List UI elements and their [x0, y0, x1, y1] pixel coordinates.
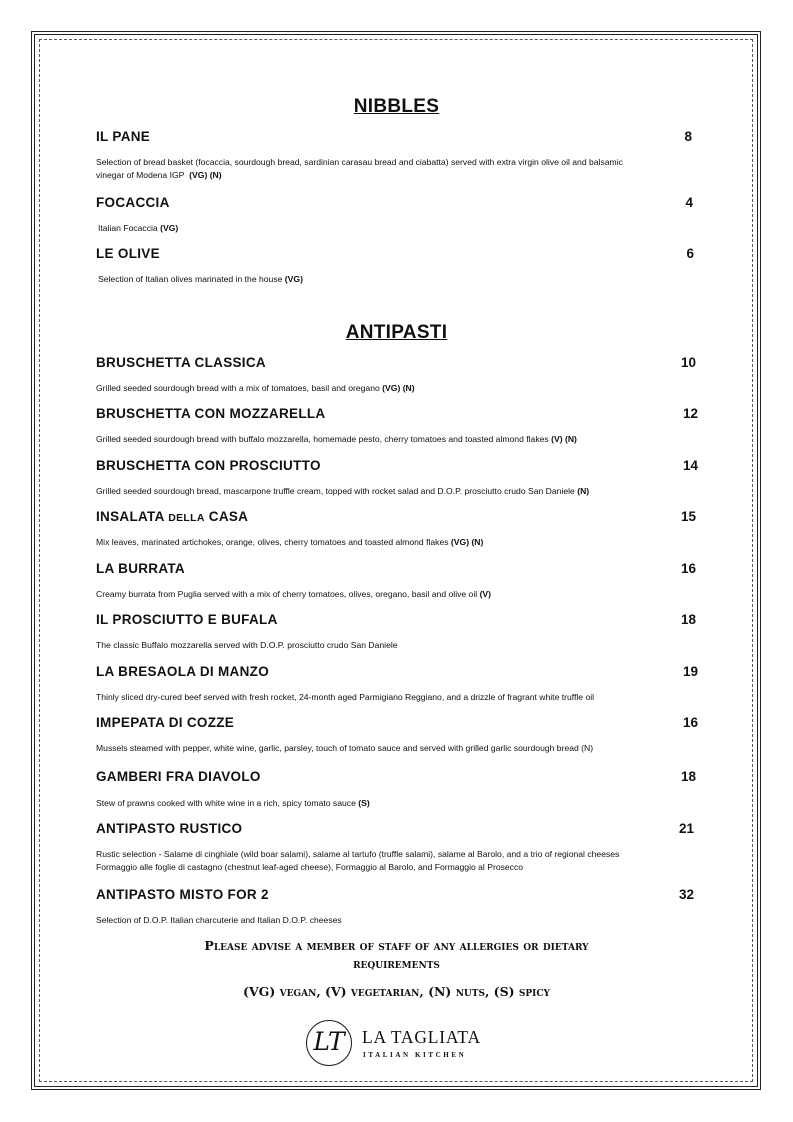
- item-desc-text: Selection of bread basket (focaccia, sourdough bread, sardinian carasau bread and ciabatta) served with extra virgin olive oil and balsamic: [96, 157, 623, 167]
- item-price: 14: [682, 458, 698, 473]
- item-price: 19: [682, 664, 698, 679]
- item-desc-text: Grilled seeded sourdough bread with buffalo mozzarella, homemade pesto, cherry tomatoes and toasted almond flakes: [96, 434, 549, 444]
- item-description: [96, 485, 706, 498]
- item-name: BRUSCHETTA CON PROSCIUTTO: [96, 458, 321, 473]
- item-description: [96, 433, 706, 446]
- item-name: ANTIPASTO MISTO FOR 2: [96, 887, 269, 902]
- item-description: [96, 914, 706, 927]
- item-name-part: DELLA: [168, 512, 205, 524]
- item-diet-tags: (S): [358, 798, 370, 808]
- item-price: 4: [685, 195, 693, 210]
- item-description: [96, 588, 706, 601]
- item-name: IMPEPATA DI COZZE: [96, 715, 235, 730]
- allergy-notice-line2: requirements: [353, 956, 440, 971]
- item-price: 18: [680, 769, 696, 784]
- item-desc-text: Selection of Italian olives marinated in the house: [98, 274, 283, 284]
- item-name: ANTIPASTO RUSTICO: [96, 821, 243, 836]
- item-name-part: CASA: [208, 509, 249, 524]
- item-diet-tags: (VG): [284, 274, 303, 284]
- item-name: LA BRESAOLA DI MANZO: [96, 664, 269, 679]
- item-desc-text-2: Formaggio alle foglie di castagno (chestnut leaf-aged cheese), Formaggio al Barolo, and Formaggio al Prosecco: [96, 862, 524, 872]
- item-price: 16: [680, 561, 696, 576]
- diet-legend: (VG) vegan, (V) vegetarian, (N) nuts, (S) spicy: [243, 984, 550, 999]
- item-price: 18: [680, 612, 696, 627]
- item-description: [96, 691, 706, 704]
- item-diet-tags: (V): [479, 589, 492, 599]
- item-name-part: INSALATA: [96, 509, 165, 524]
- item-desc-text: Grilled seeded sourdough bread, mascarpone truffle cream, topped with rocket salad and D.O.P. prosciutto crudo San Daniele: [96, 486, 575, 496]
- item-price: 16: [682, 715, 698, 730]
- item-name: BRUSCHETTA CLASSICA: [96, 355, 266, 370]
- item-price: 12: [682, 406, 698, 421]
- item-desc-text: Stew of prawns cooked with white wine in a rich, spicy tomato sauce: [96, 798, 356, 808]
- item-name: IL PANE: [96, 129, 151, 144]
- item-price: 32: [678, 887, 694, 902]
- item-price: 8: [684, 129, 692, 144]
- brand-monogram: LT: [306, 1020, 352, 1066]
- item-desc-text: Thinly sliced dry-cured beef served with fresh rocket, 24-month aged Parmigiano Reggiano, and a drizzle of fragrant white truffle oil: [96, 692, 595, 702]
- item-diet-tags: (N): [577, 486, 590, 496]
- item-diet-tags: (VG): [160, 223, 179, 233]
- brand-name: LA TAGLIATA: [362, 1027, 481, 1047]
- item-desc-text: Selection of D.O.P. Italian charcuterie and Italian D.O.P. cheeses: [96, 915, 342, 925]
- item-desc-text: Grilled seeded sourdough bread with a mix of tomatoes, basil and oregano: [96, 383, 380, 393]
- item-name: GAMBERI FRA DIAVOLO: [96, 769, 261, 784]
- section-title-nibbles: NIBBLES: [353, 96, 440, 117]
- item-desc-text: Creamy burrata from Puglia served with a mix of cherry tomatoes, olives, oregano, basil and olive oil: [96, 589, 478, 599]
- item-description: [96, 848, 696, 874]
- item-name: [96, 509, 248, 524]
- item-description: [96, 639, 706, 652]
- section-title-antipasti: ANTIPASTI: [345, 322, 448, 343]
- item-diet-tags: (V) (N): [551, 434, 577, 444]
- item-description: [96, 536, 706, 549]
- item-name: FOCACCIA: [96, 195, 170, 210]
- item-price: 6: [686, 246, 694, 261]
- item-name: LA BURRATA: [96, 561, 185, 576]
- item-description: [96, 797, 706, 810]
- item-desc-text-2: vinegar of Modena IGP: [96, 170, 185, 180]
- item-price: 10: [680, 355, 696, 370]
- item-description: [98, 273, 708, 286]
- item-desc-text: Rustic selection - Salame di cinghiale (wild boar salami), salame al tartufo (truffle salami), salame al Barolo, and a trio of regional cheeses: [96, 849, 620, 859]
- brand-subtitle: ITALIAN KITCHEN: [363, 1051, 467, 1059]
- item-description: [98, 222, 708, 235]
- item-description: [96, 382, 706, 395]
- item-price: 15: [680, 509, 696, 524]
- item-desc-text: The classic Buffalo mozzarella served with D.O.P. prosciutto crudo San Daniele: [96, 640, 398, 650]
- item-desc-text: Mix leaves, marinated artichokes, orange, olives, cherry tomatoes and toasted almond flakes: [96, 537, 449, 547]
- item-diet-tags: (VG) (N): [189, 170, 222, 180]
- allergy-notice: [0, 937, 793, 973]
- item-diet-tags: (VG) (N): [382, 383, 415, 393]
- item-description: [96, 742, 706, 755]
- item-name: IL PROSCIUTTO E BUFALA: [96, 612, 278, 627]
- brand-logo: [306, 1018, 496, 1070]
- item-price: 21: [678, 821, 694, 836]
- item-name: LE OLIVE: [96, 246, 160, 261]
- item-desc-text: Mussels steamed with pepper, white wine, garlic, parsley, touch of tomato sauce and served with grilled garlic sourdough bread (N): [96, 743, 594, 753]
- allergy-notice-line1: Please advise a member of staff of any allergies or dietary: [204, 938, 589, 953]
- item-diet-tags: (VG) (N): [450, 537, 484, 547]
- item-description: [96, 156, 716, 182]
- item-name: BRUSCHETTA CON MOZZARELLA: [96, 406, 326, 421]
- item-desc-text: Italian Focaccia: [98, 223, 158, 233]
